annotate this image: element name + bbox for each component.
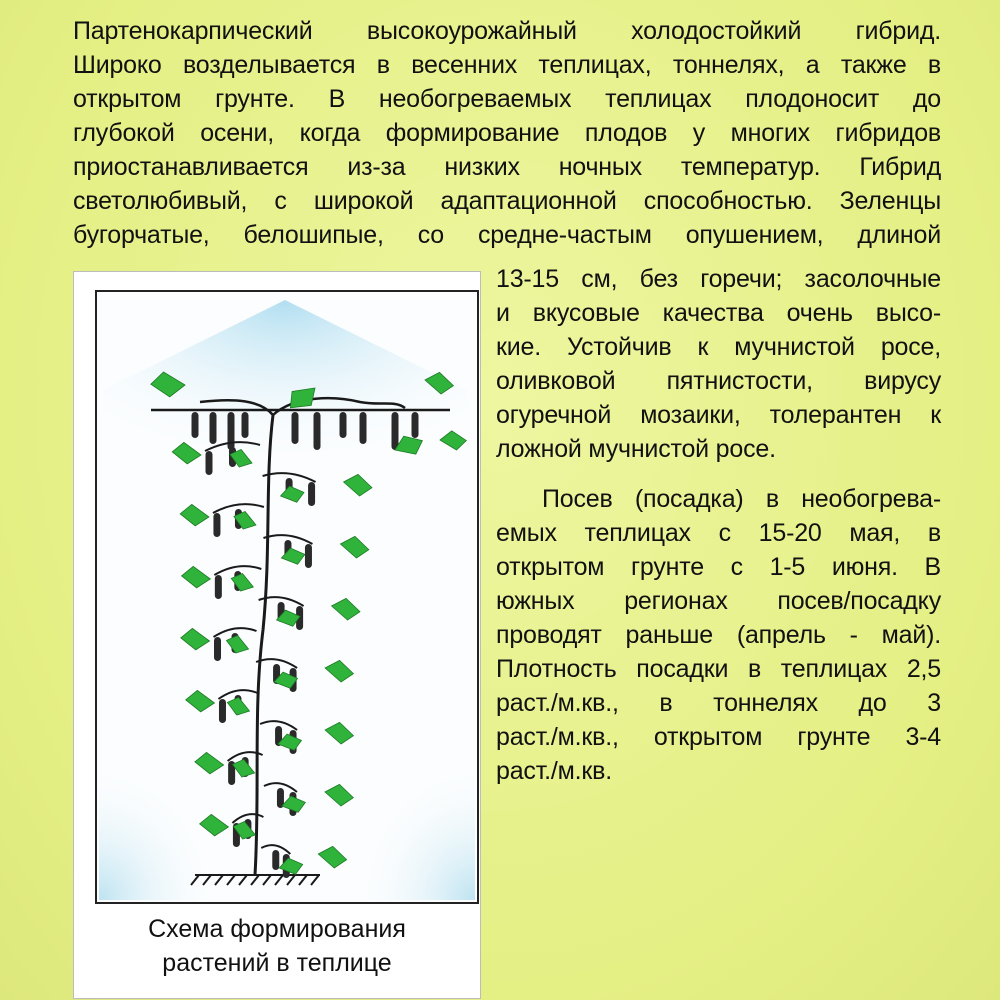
leaf-icon [180, 564, 213, 591]
cucumber-fruit-icon [219, 699, 226, 723]
cucumber-fruit-icon [192, 412, 199, 438]
cucumber-fruit-icon [206, 451, 213, 475]
cucumber-fruit-icon [392, 412, 399, 450]
text-line: Широко возделывается в весенних теплицах, тоннелях, а также в [73, 51, 941, 79]
text-line: открытом грунте. В необогреваемых теплицах плодоносит до [73, 85, 941, 113]
text-line: кие. Устойчив к мучнистой росе, [496, 333, 941, 361]
text-line: 13-15 см, без горечи; засолочные [496, 265, 941, 293]
cucumber-fruit-icon [228, 412, 235, 450]
text-line: южных регионах посев/посадку [496, 587, 941, 615]
text-line: открытом грунте с 1-5 июня. В [496, 553, 941, 581]
text-line: раст./м.кв. [496, 757, 612, 785]
text-line: приостанавливается из-за низких ночных температур. Гибрид [73, 153, 941, 181]
text-line: раст./м.кв., открытом грунте 3-4 [496, 723, 941, 751]
leaf-icon [228, 570, 256, 596]
text-line: емых теплицах с 15-20 мая, в [496, 519, 941, 547]
leaf-icon [179, 626, 212, 653]
cucumber-fruit-icon [412, 412, 419, 438]
cucumber-fruit-icon [215, 575, 222, 599]
cucumber-fruit-icon [272, 850, 279, 870]
leaf-icon [329, 595, 363, 623]
leaf-icon [223, 632, 251, 658]
text-line: Плотность посадки в теплицах 2,5 [496, 655, 941, 683]
cucumber-fruit-icon [213, 513, 220, 537]
cucumber-fruit-icon [308, 482, 315, 506]
text-line: глубокой осени, когда формирование плодов у многих гибридов [73, 119, 941, 147]
sowing-paragraph [496, 482, 941, 788]
text-line: ложной мучнистой росе. [496, 435, 776, 463]
cucumber-fruit-icon [242, 412, 249, 438]
cucumber-fruit-icon [360, 412, 367, 444]
cucumber-fruit-icon [314, 412, 321, 450]
figure-caption [74, 912, 480, 980]
text-line: оливковой пятнистости, вирусу [496, 367, 941, 395]
text-line: бугорчатые, белошипые, со средне-частым опушением, длиной [73, 221, 941, 249]
cucumber-fruit-icon [340, 412, 347, 438]
text-line: Посев (посадка) в необогрева- [542, 485, 941, 513]
description-paragraph-top [73, 14, 941, 252]
caption-line: растений в теплице [162, 949, 392, 977]
text-line: Партенокарпический высокоурожайный холодостойкий гибрид. [73, 17, 941, 45]
text-line: раст./м.кв., в тоннелях до 3 [496, 689, 941, 717]
cucumber-fruit-icon [292, 412, 299, 444]
text-line: светолюбивый, с широкой адаптационной способностью. Зеленцы [73, 187, 941, 215]
text-line: огуречной мозаики, толерантен к [496, 401, 941, 429]
greenhouse-light-right [275, 670, 475, 900]
text-line: проводят раньше (апрель - май). [496, 621, 941, 649]
plant-training-diagram [95, 290, 479, 904]
description-paragraph-right [496, 262, 941, 466]
greenhouse-roof-glow [103, 300, 467, 510]
leaf-icon [338, 533, 372, 561]
cucumber-fruit-icon [210, 412, 217, 444]
text-line: и вкусовые качества очень высо- [496, 299, 941, 327]
cucumber-fruit-icon [305, 544, 312, 568]
cucumber-fruit-icon [214, 637, 221, 661]
caption-line: Схема формирования [148, 915, 406, 943]
